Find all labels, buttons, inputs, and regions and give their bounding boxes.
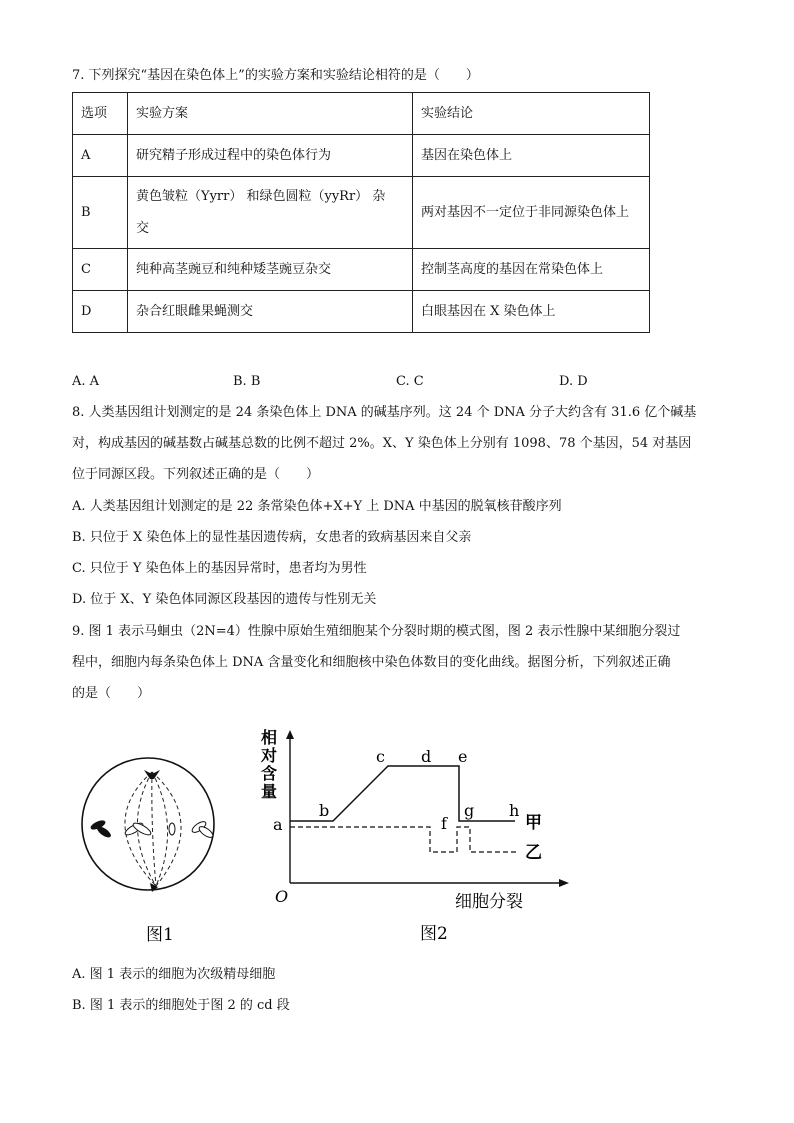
figure-1-cell-diagram [76, 752, 226, 952]
q8-stem-line: 对，构成基因的碱基数占碱基总数的比例不超过 2%。X、Y 染色体上分别有 1098、78 个基因，54 对基因 [72, 436, 692, 451]
row-plan [128, 177, 413, 249]
table-header-row [73, 93, 650, 135]
q8-option-b[interactable]: B. 只位于 X 染色体上的显性基因遗传病，女患者的致病基因来自父亲 [72, 530, 472, 545]
q8-option-a[interactable]: A. 人类基因组计划测定的是 22 条常染色体+X+Y 上 DNA 中基因的脱氧核苷酸序列 [72, 499, 562, 514]
row-option: A [73, 135, 128, 177]
row-plan: 杂合红眼雌果蝇测交 [128, 291, 413, 333]
figure-2-caption: 图2 [420, 924, 448, 944]
table-row [73, 135, 650, 177]
curve-yi [290, 827, 517, 852]
x-axis-arrow [559, 879, 569, 887]
row-option: C [73, 249, 128, 291]
svg-text:对: 对 [261, 746, 278, 765]
point-a: a [273, 815, 283, 834]
row-plan: 纯种高茎豌豆和纯种矮茎豌豆杂交 [128, 249, 413, 291]
row-conclusion: 控制茎高度的基因在常染色体上 [413, 249, 650, 291]
answer-option-d[interactable]: D. D [559, 374, 588, 389]
header-option: 选项 [73, 93, 128, 135]
point-g: g [464, 801, 475, 820]
row-plan-line1: 黄色皱粒（Yyrr） 和绿色圆粒（yyRr） 杂 [136, 188, 386, 204]
q9-stem-line: 的是（ ） [72, 686, 151, 701]
row-conclusion: 基因在染色体上 [413, 135, 650, 177]
row-option: B [73, 177, 128, 249]
point-d: d [421, 747, 432, 766]
q7-stem: 7. 下列探究“基因在染色体上”的实验方案和实验结论相符的是（ ） [72, 68, 479, 83]
point-e: e [458, 747, 468, 766]
figure-1-caption: 图1 [146, 925, 174, 945]
q9-stem-line: 9. 图 1 表示马蛔虫（2N=4）性腺中原始生殖细胞某个分裂时期的模式图，图 2 表示性腺中某细胞分裂过 [72, 624, 681, 639]
answer-option-a[interactable]: A. A [72, 374, 100, 389]
q9-option-b[interactable]: B. 图 1 表示的细胞处于图 2 的 cd 段 [72, 998, 290, 1013]
table-row [73, 249, 650, 291]
answer-option-b[interactable]: B. B [233, 374, 261, 389]
svg-text:相: 相 [261, 728, 278, 747]
q8-option-c[interactable]: C. 只位于 Y 染色体上的基因异常时，患者均为男性 [72, 561, 367, 576]
q7-table [72, 92, 650, 333]
row-conclusion: 白眼基因在 X 染色体上 [413, 291, 650, 333]
q8-stem-line: 位于同源区段。下列叙述正确的是（ ） [72, 467, 320, 482]
point-c: c [376, 747, 385, 766]
x-axis-label: 细胞分裂 [455, 892, 523, 912]
svg-text:量: 量 [261, 782, 278, 801]
row-option: D [73, 291, 128, 333]
q9-option-a[interactable]: A. 图 1 表示的细胞为次级精母细胞 [72, 967, 276, 982]
q9-stem-line: 程中，细胞内每条染色体上 DNA 含量变化和细胞核中染色体数目的变化曲线。据图分析，下列叙述正确 [72, 655, 671, 670]
header-plan: 实验方案 [128, 93, 413, 135]
table-row [73, 291, 650, 333]
svg-text:含: 含 [261, 764, 278, 783]
q8-option-d[interactable]: D. 位于 X、Y 染色体同源区段基因的遗传与性别无关 [72, 592, 377, 607]
answer-option-c[interactable]: C. C [396, 374, 424, 389]
curve-label-jia: 甲 [525, 813, 542, 833]
y-axis-label [260, 728, 277, 801]
header-conclusion: 实验结论 [413, 93, 650, 135]
point-h: h [509, 801, 520, 820]
figure-2-curve-chart [255, 725, 585, 950]
table-row [73, 177, 650, 249]
point-f: f [441, 814, 447, 833]
y-axis-arrow [286, 730, 294, 739]
row-plan-line2: 交 [136, 220, 150, 236]
row-plan: 研究精子形成过程中的染色体行为 [128, 135, 413, 177]
q8-stem-line: 8. 人类基因组计划测定的是 24 条染色体上 DNA 的碱基序列。这 24 个 DNA 分子大约含有 31.6 亿个碱基 [72, 405, 697, 420]
row-conclusion: 两对基因不一定位于非同源染色体上 [413, 177, 650, 249]
point-b: b [319, 801, 330, 820]
origin-label: O [275, 887, 289, 906]
curve-label-yi: 乙 [525, 843, 542, 863]
